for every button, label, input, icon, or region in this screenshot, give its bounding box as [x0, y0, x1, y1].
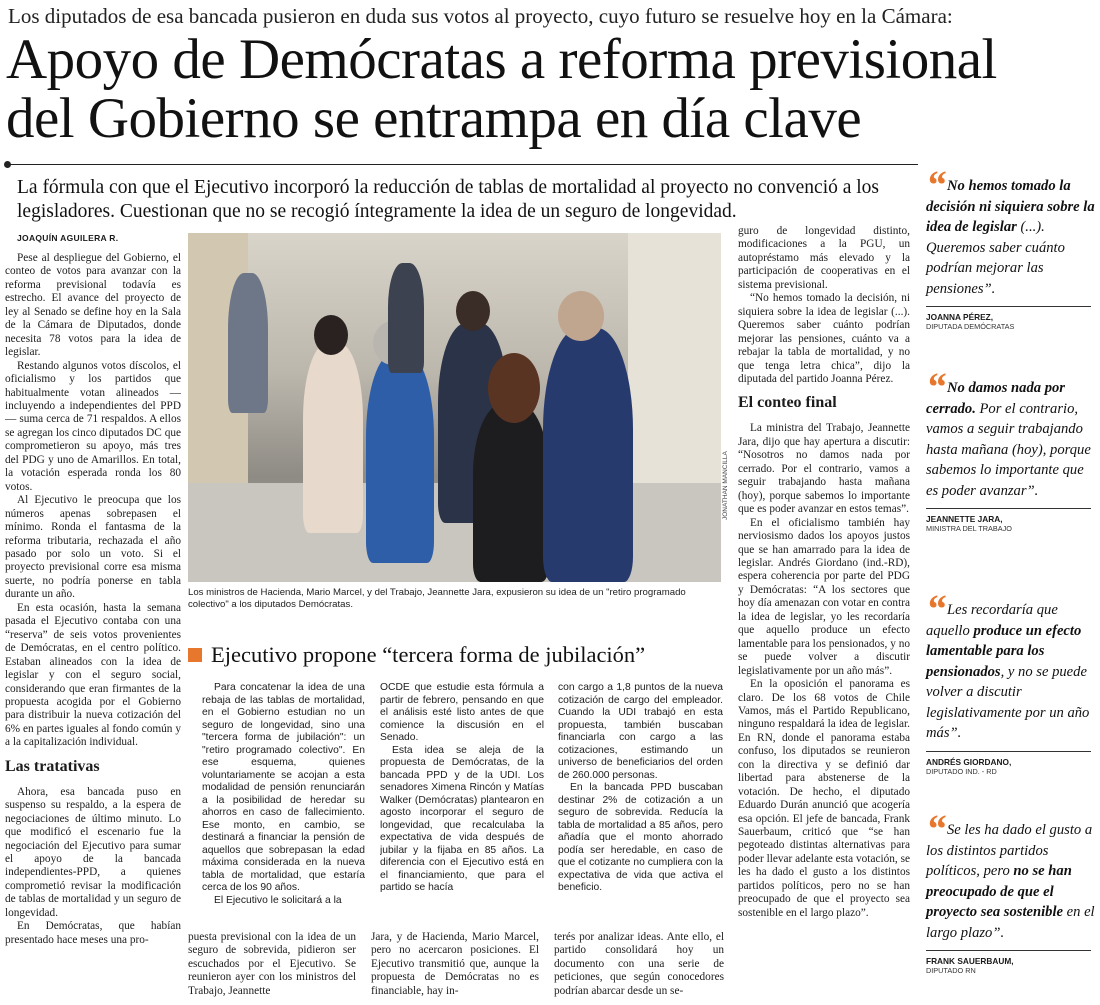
photo-person-head [456, 291, 490, 331]
byline: JOAQUÍN AGUILERA R. [17, 233, 119, 243]
photo-caption: Los ministros de Hacienda, Mario Marcel, y del Trabajo, Jeannette Jara, expusieron su idea de un "retiro programado colectivo" a los diputados Demócratas. [188, 587, 686, 610]
quote-text [926, 162, 1096, 299]
paragraph: Al Ejecutivo le preocupa que los números apenas sobrepasen el mínimo. Ronda el fantasma de la reforma tributaria, rechazada el año pasado por solo un voto. Si el proyecto previsional corre esa misma suerte, no podría ponerse en tabla durante un año. [5, 494, 181, 601]
quote-author: JOANNA PÉREZ, [926, 312, 993, 322]
quote-text [926, 586, 1096, 744]
quote-block [926, 586, 1096, 776]
quote-bold: No hemos tomado la decisión ni siquiera sobre la idea de legislar [926, 178, 1095, 235]
box-title [188, 642, 723, 668]
paragraph: En la oposición el panorama es claro. De los 68 votos de Chile Vamos, más el Partido Republicano, ninguno respaldará la idea de legislar. En RN, donde el panorama estaba confuso, los diputados se reunieron con la directiva y se definió dar libertad para abstenerse de la votación. De hecho, el diputado Eduardo Durán anunció que acogería esa opción. El jefe de bancada, Frank Sauerbaum, criticó que “se han pegoteado distintas alternativas para poder llevar adelante esta votación, se les ha dado el gusto a los distintos partidos políticos, pero no se han preocupado de que el proyecto sea sostenible en el largo plazo”. [738, 678, 910, 919]
quote-rule [926, 306, 1091, 307]
headline-rule [6, 164, 918, 165]
kicker: Los diputados de esa bancada pusieron en duda sus votos al proyecto, cuyo futuro se resuelve hoy en la Cámara: [8, 4, 953, 28]
paragraph: En la bancada PPD buscaban destinar 2% de cotización a un seguro de sobrevida. Reducía la tabla de mortalidad a 85 años, pero añadía que el monto ahorrado podía ser heredable, en caso de que el cotizante no cumpliera con la expectativa de vida que activa el beneficio. [558, 782, 723, 893]
paragraph: Jara, y de Hacienda, Mario Marcel, pero no acercaron posiciones. El Ejecutivo transmitió que, aunque la propuesta de Demócratas no es financiable, hay in- [371, 931, 539, 997]
quote-bold: produce un efecto lamentable para los pensionados [926, 622, 1082, 680]
quote-mark-icon: “ [926, 364, 943, 409]
article-column-3-bottom [371, 931, 539, 1005]
paragraph: Para concatenar la idea de una rebaja de las tablas de mortalidad, en el Gobierno estudian no un seguro de longevidad, sino una "tercera forma de jubilación": un "retiro programado colectivo". En ese esquema, quienes voluntariamente se acojan a esta modalidad de pensión renunciarán a la posibilidad de heredar su ahorros en caso de fallecimiento. Ese monto, en cambio, se destinará a financiar la pensión de aquellos que sobrepasan la edad máxima considerada en la nueva tabla de mortalidad, que estaría cerca de los 90 años. [202, 682, 365, 893]
section-heading: El conteo final [738, 394, 837, 412]
photo-credit: JONATHAN MANCILLA [722, 451, 729, 520]
paragraph: OCDE que estudie esta fórmula a partir de febrero, pensando en que el análisis esté listo antes de que comience la discusión en el Senado. [380, 682, 544, 743]
photo-person-head [314, 315, 348, 355]
box-title-text: Ejecutivo propone “tercera forma de jubilación” [211, 642, 646, 667]
photo-person-head [488, 353, 540, 423]
photo-person [388, 263, 424, 373]
quote-block [926, 162, 1096, 331]
article-column-4-bottom [554, 931, 724, 1005]
headline-line-2: del Gobierno se entrampa en día clave [6, 87, 862, 150]
headline-line-1: Apoyo de Demócratas a reforma previsional [6, 28, 997, 91]
quote-rule [926, 751, 1091, 752]
quote-block [926, 364, 1096, 533]
quote-bold: No damos nada por cerrado. [926, 380, 1065, 417]
headline [6, 30, 1096, 148]
paragraph: con cargo a 1,8 puntos de la nueva cotización de cargo del empleador. Cuando la UDI trabajó en esta propuesta, también buscaban financiarla con cargo a las cotizaciones, estimando un universo de beneficiarios del orden de 260.000 personas. [558, 682, 723, 781]
photo-person-head [558, 291, 604, 341]
paragraph: Ahora, esa bancada puso en suspenso su respaldo, a la espera de negociaciones de último minuto. Lo que modificó el escenario fue la negociación del Ejecutivo para sumar el apoyo de la bancada independientes-PPD, a quienes comprometió revisar la modificación de tablas de mortalidad y un seguro de longevidad. [5, 785, 181, 919]
quote-role: DIPUTADA DEMÓCRATAS [926, 322, 1015, 331]
photo-person [366, 353, 434, 563]
news-photo [188, 233, 721, 582]
quote-text [926, 806, 1096, 943]
orange-square-icon [188, 648, 202, 662]
quote-pre: Les recordaría que aquello [926, 602, 1058, 639]
quote-rest: Por el contrario, vamos a seguir trabajando hasta mañana (hoy), porque sabemos lo importante que es poder avanzar”. [926, 400, 1091, 499]
paragraph: La ministra del Trabajo, Jeannette Jara, dijo que hay apertura a discutir: “Nosotros no damos nada por cerrado. Por el contrario, vamos a seguir trabajando hasta mañana (hoy), porque sabemos lo importante que es poder avanzar en estos temas”. [738, 422, 910, 516]
quote-rest: (...). Queremos saber cuánto podrían mejorar las pensiones”. [926, 219, 1065, 297]
quote-mark-icon: “ [926, 586, 943, 631]
article-column-4 [738, 225, 910, 1005]
box-column-2 [380, 682, 544, 907]
box-column-1 [202, 682, 365, 907]
paragraph: En el oficialismo también hay nerviosismo dados los apoyos justos que se han amarrado para la idea de legislar. Andrés Giordano (ind.-RD), espera coherencia por parte del PDG y Demócratas: “A los sectores que hoy día amenazan con votar en contra la idea de legislar, yo les recordaría que aquello produce un efecto lamentable para los pensionados, y no se puede volver a discutir legislativamente por un año más”. [738, 516, 910, 677]
quote-role: DIPUTADO RN [926, 966, 976, 975]
quote-author: FRANK SAUERBAUM, [926, 956, 1014, 966]
quote-author: JEANNETTE JARA, [926, 514, 1003, 524]
paragraph: “No hemos tomado la decisión, ni siquiera sobre la idea de legislar (...). Queremos saber cuánto podrían mejorar las pensiones, cuánto va a rebajar la tabla de mortalidad, y no que tenga letra chica”, dijo la diputada del partido Joanna Pérez. [738, 292, 910, 385]
box-column-3 [558, 682, 723, 907]
quote-author: ANDRÉS GIORDANO, [926, 756, 1012, 767]
quote-rest: , y no se puede volver a discutir legislativamente por un año más”. [926, 663, 1090, 741]
paragraph: Restando algunos votos díscolos, el oficialismo y los partidos que habitualmente votan alineados —incluyendo a independientes del PPD— suma cerca de 71 respaldos. A ellos se agregan los cinco diputados DC que comprometieron su apoyo, más tres del PDG y uno de Amarillos. En total, la votación esperada ronda los 80 votos. [5, 359, 181, 493]
photo-person [228, 273, 268, 413]
paragraph: Esta idea se aleja de la propuesta de Demócratas, de la bancada PPD y de la UDI. Los senadores Ximena Rincón y Matías Walker (Demócratas) plantearon en agosto incorporar el seguro de longevidad, que recalculaba la expectativa de vida después de jubilar y la fijaba en 85 años. La diferencia con el Ejecutivo está en el financiamiento, que para el partido se hacía [380, 744, 544, 893]
paragraph: puesta previsional con la idea de un seguro de sobrevida, pidieron ser escuchados por el Ejecutivo. Se reunieron ayer con los ministros del Trabajo, Jeannette [188, 931, 356, 997]
quote-bold: no se han preocupado de que el proyecto sea sostenible [926, 863, 1072, 920]
quote-rule [926, 950, 1091, 951]
quote-role: MINISTRA DEL TRABAJO [926, 524, 1012, 533]
article-column-1 [5, 252, 181, 1005]
quote-mark-icon: “ [926, 806, 943, 851]
paragraph: guro de longevidad distinto, modificaciones a la PGU, un autopréstamo más elevado y la participación de cooperativas en el sistema previsional. [738, 225, 910, 291]
quotes-sidebar [918, 162, 1100, 1005]
photo-person [473, 403, 549, 582]
quote-pre: Se les ha dado el gusto a los distintos partidos políticos, pero [926, 822, 1093, 879]
paragraph: En Demócratas, que habían presentado hace meses una pro- [5, 920, 181, 946]
bajada: La fórmula con que el Ejecutivo incorporó la reducción de tablas de mortalidad al proyecto no convenció a los legisladores. Cuestionan que no se recogió íntegramente la idea de un seguro de longevidad. [17, 177, 880, 222]
section-heading: Las tratativas [5, 757, 100, 775]
quote-block [926, 806, 1096, 975]
quote-rest: en el largo plazo”. [926, 904, 1095, 941]
paragraph: Pese al despliegue del Gobierno, el conteo de votos para avanzar con la reforma previsional todavía es estrecho. El avance del proyecto de ley al Senado se define hoy en la Sala de la Cámara de Diputados, donde necesita 78 votos para la idea de legislar. [5, 252, 181, 359]
paragraph: En esta ocasión, hasta la semana pasada el Ejecutivo contaba con una “reserva” de seis votos provenientes de Demócratas, en el centro político. Estaban alineados con la idea de legislar y con el seguro social, considerando que eran firmantes de la propuesta acogida por el Gobierno para distribuir la nueva cotización del 6% en partes iguales al fondo común y a la capitalización individual. [5, 601, 181, 749]
photo-person [303, 343, 363, 533]
quote-mark-icon: “ [926, 162, 943, 207]
paragraph: terés por analizar ideas. Ante ello, el partido consolidará hoy un documento con una serie de peticiones, que según conocedores podrían abarcar desde un se- [554, 931, 724, 997]
quote-rule [926, 508, 1091, 509]
quote-role: DIPUTADO IND. - RD [926, 766, 997, 776]
photo-person [543, 328, 633, 582]
quote-text [926, 364, 1096, 501]
article-column-2-bottom [188, 931, 356, 1005]
paragraph: El Ejecutivo le solicitará a la [214, 894, 342, 906]
